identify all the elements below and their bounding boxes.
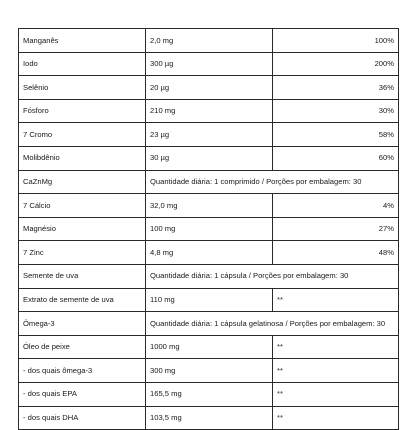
daily-value-percent: 200% (273, 52, 399, 76)
daily-value-note: ** (273, 335, 399, 359)
daily-value-note: ** (273, 406, 399, 430)
nutrient-quantity: 300 mg (146, 359, 273, 383)
serving-info: Quantidade diária: 1 comprimido / Porções por embalagem: 30 (146, 170, 399, 194)
table-row (19, 76, 399, 100)
section-name: Semente de uva (19, 264, 146, 288)
daily-value-percent: 48% (273, 241, 399, 265)
table-row (19, 217, 399, 241)
nutrient-quantity: 20 µg (146, 76, 273, 100)
nutrient-name: 7 Cálcio (19, 194, 146, 218)
nutrient-quantity: 2,0 mg (146, 29, 273, 53)
nutrient-name: 7 Cromo (19, 123, 146, 147)
nutrient-quantity: 100 mg (146, 217, 273, 241)
nutrient-quantity: 4,8 mg (146, 241, 273, 265)
table-row (19, 99, 399, 123)
nutrient-name: - dos quais EPA (19, 382, 146, 406)
section-name: CaZnMg (19, 170, 146, 194)
nutrient-name: - dos quais DHA (19, 406, 146, 430)
table-row (19, 146, 399, 170)
daily-value-percent: 27% (273, 217, 399, 241)
nutrient-quantity: 32,0 mg (146, 194, 273, 218)
serving-info: Quantidade diária: 1 cápsula gelatinosa / Porções por embalagem: 30 (146, 312, 399, 336)
table-row (19, 382, 399, 406)
section-header-row (19, 312, 399, 336)
nutrient-name: - dos quais ômega-3 (19, 359, 146, 383)
nutrient-quantity: 110 mg (146, 288, 273, 312)
nutrient-name: Manganês (19, 29, 146, 53)
nutrient-quantity: 300 µg (146, 52, 273, 76)
nutrient-quantity: 103,5 mg (146, 406, 273, 430)
nutrient-quantity: 210 mg (146, 99, 273, 123)
daily-value-percent: 58% (273, 123, 399, 147)
daily-value-percent: 60% (273, 146, 399, 170)
section-header-row (19, 170, 399, 194)
daily-value-note: ** (273, 382, 399, 406)
table-row (19, 359, 399, 383)
nutrient-name: Óleo de peixe (19, 335, 146, 359)
table-row (19, 241, 399, 265)
nutrient-name: Molibdênio (19, 146, 146, 170)
nutrient-name: Magnésio (19, 217, 146, 241)
nutrition-table (18, 28, 399, 430)
nutrient-quantity: 30 µg (146, 146, 273, 170)
section-header-row (19, 264, 399, 288)
daily-value-percent: 100% (273, 29, 399, 53)
daily-value-note: ** (273, 288, 399, 312)
nutrient-name: Iodo (19, 52, 146, 76)
serving-info: Quantidade diária: 1 cápsula / Porções por embalagem: 30 (146, 264, 399, 288)
nutrient-name: Fósforo (19, 99, 146, 123)
table-row (19, 194, 399, 218)
daily-value-percent: 30% (273, 99, 399, 123)
section-name: Ômega-3 (19, 312, 146, 336)
table-row (19, 406, 399, 430)
daily-value-note: ** (273, 359, 399, 383)
nutrient-name: 7 Zinc (19, 241, 146, 265)
nutrient-quantity: 165,5 mg (146, 382, 273, 406)
table-row (19, 123, 399, 147)
table-row (19, 29, 399, 53)
daily-value-percent: 4% (273, 194, 399, 218)
nutrition-table-container (18, 28, 399, 430)
nutrient-name: Extrato de semente de uva (19, 288, 146, 312)
nutrient-quantity: 23 µg (146, 123, 273, 147)
table-row (19, 288, 399, 312)
nutrient-name: Selênio (19, 76, 146, 100)
table-row (19, 335, 399, 359)
table-row (19, 52, 399, 76)
daily-value-percent: 36% (273, 76, 399, 100)
nutrient-quantity: 1000 mg (146, 335, 273, 359)
